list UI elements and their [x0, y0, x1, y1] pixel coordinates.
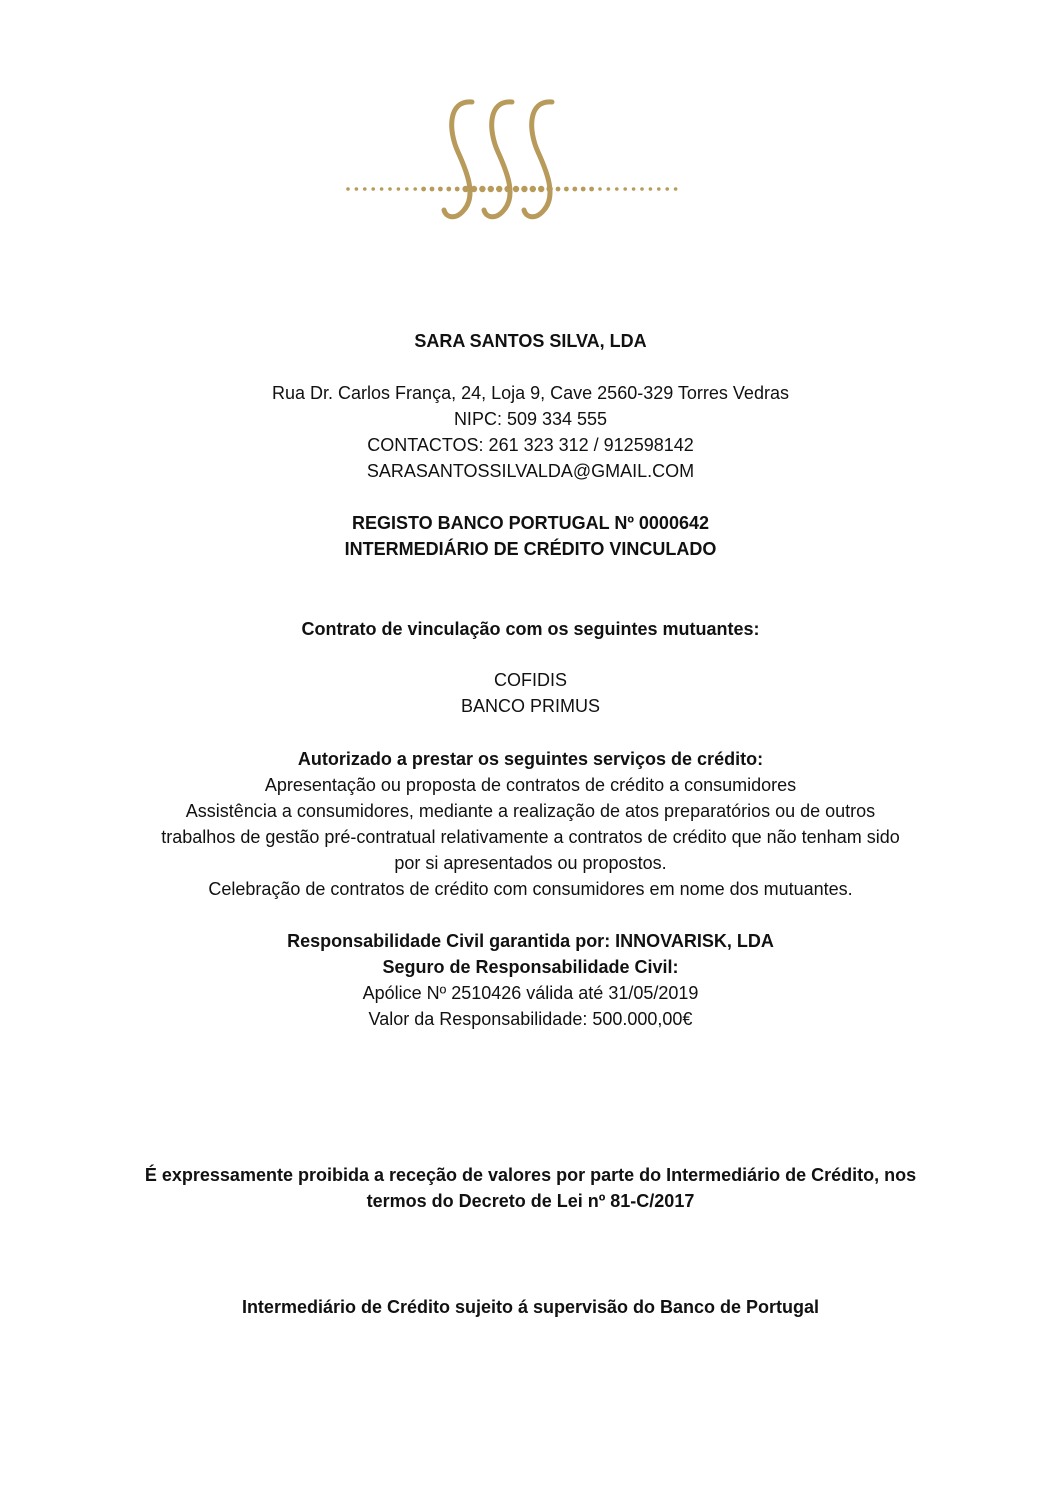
logo-dot	[530, 186, 536, 192]
logo-dot	[355, 187, 359, 191]
logo-dot	[397, 187, 401, 191]
registration-number: REGISTO BANCO PORTUGAL Nº 0000642	[351, 513, 709, 533]
logo-dot	[363, 187, 367, 191]
logo-dot	[572, 187, 577, 192]
logo-dot	[438, 187, 443, 192]
insurance-guarantor: Responsabilidade Civil garantida por: INNOVARISK, LDA	[287, 931, 774, 951]
logo-dot	[462, 186, 468, 192]
logo-dot	[623, 187, 627, 191]
logo-dot	[388, 187, 392, 191]
logo-dot	[413, 187, 417, 191]
registration-type: INTERMEDIÁRIO DE CRÉDITO VINCULADO	[344, 539, 717, 559]
service-line: trabalhos de gestão pré-contratual relativamente a contratos de crédito que não tenham sido	[161, 827, 900, 847]
notice-line: termos do Decreto de Lei nº 81-C/2017	[366, 1191, 695, 1211]
insurance-policy: Apólice Nº 2510426 válida até 31/05/2019	[362, 983, 699, 1003]
logo-dot	[546, 186, 552, 192]
company-email: SARASANTOSSILVALDA@GMAIL.COM	[366, 461, 695, 481]
logo-dot	[513, 186, 519, 192]
logo-dot	[405, 187, 409, 191]
logo-dot	[632, 187, 636, 191]
logo-dot	[521, 186, 527, 192]
company-name: SARA SANTOS SILVA, LDA	[414, 331, 647, 351]
company-header	[0, 328, 1061, 354]
insurance-value: Valor da Responsabilidade: 500.000,00€	[368, 1009, 693, 1029]
company-contacts: CONTACTOS: 261 323 312 / 912598142	[367, 435, 694, 455]
service-line: Assistência a consumidores, mediante a realização de atos preparatórios ou de outros	[185, 801, 876, 821]
service-line: Apresentação ou proposta de contratos de crédito a consumidores	[264, 775, 797, 795]
company-address: Rua Dr. Carlos França, 24, Loja 9, Cave 2560-329 Torres Vedras	[272, 383, 789, 403]
supervision-block	[0, 1294, 1061, 1320]
service-line: por si apresentados ou propostos.	[394, 853, 667, 873]
supervision-statement: Intermediário de Crédito sujeito á supervisão do Banco de Portugal	[241, 1297, 820, 1317]
logo-dot	[421, 187, 426, 192]
insurance-heading: Seguro de Responsabilidade Civil:	[382, 957, 679, 977]
logo-dot	[496, 186, 502, 192]
company-details	[0, 380, 1061, 484]
registration-block	[0, 510, 1061, 562]
lenders-heading: Contrato de vinculação com os seguintes mutuantes:	[301, 619, 760, 639]
logo-dot	[640, 187, 644, 191]
services-block	[0, 746, 1061, 902]
lenders-block	[0, 616, 1061, 642]
logo-dot	[479, 186, 485, 192]
insurance-block	[0, 928, 1061, 1032]
logo-dot	[598, 187, 602, 191]
logo-dot	[556, 187, 561, 192]
sss-monogram-logo	[330, 92, 690, 232]
logo-dot	[615, 187, 619, 191]
lender-item: COFIDIS	[493, 670, 567, 690]
logo-dot	[538, 186, 544, 192]
logo-dot	[346, 187, 350, 191]
logo-dot	[504, 186, 510, 192]
logo-dot	[471, 186, 477, 192]
lenders-list	[0, 667, 1061, 719]
logo-dot	[430, 187, 435, 192]
company-nipc: NIPC: 509 334 555	[453, 409, 608, 429]
notice-line: É expressamente proibida a receção de valores por parte do Intermediário de Crédito, nos	[144, 1165, 917, 1185]
logo-dot	[607, 187, 611, 191]
logo-dot	[455, 187, 460, 192]
logo-dot	[665, 187, 669, 191]
logo-dot	[446, 187, 451, 192]
logo-dot	[674, 187, 678, 191]
logo-dot	[581, 187, 586, 192]
logo-dot	[649, 187, 653, 191]
notice-block	[0, 1162, 1061, 1214]
services-heading: Autorizado a prestar os seguintes serviços de crédito:	[297, 749, 764, 769]
logo-dot	[589, 187, 594, 192]
logo-dot	[371, 187, 375, 191]
logo-dot	[657, 187, 661, 191]
lender-item: BANCO PRIMUS	[460, 696, 601, 716]
logo-dot	[564, 187, 569, 192]
logo-dot	[488, 186, 494, 192]
service-line: Celebração de contratos de crédito com consumidores em nome dos mutuantes.	[208, 879, 853, 899]
logo-dot	[380, 187, 384, 191]
